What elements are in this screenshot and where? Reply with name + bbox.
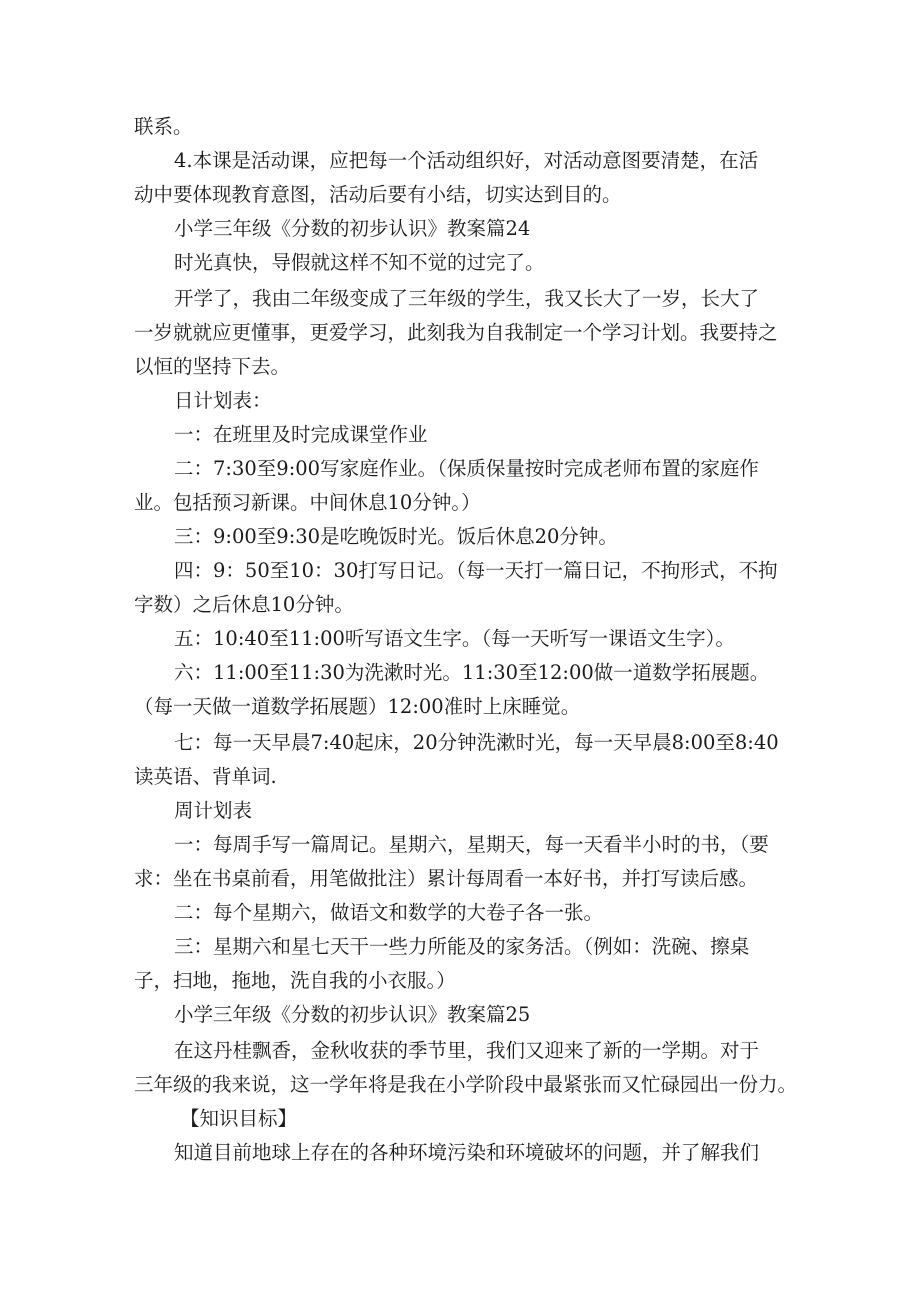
list-item: 四：9：50至10：30打写日记。（每一天打一篇日记，不拘形式，不拘 <box>174 559 778 582</box>
text-line: 开学了，我由二年级变成了三年级的学生，我又长大了一岁，长大了 <box>174 287 760 310</box>
section-heading: 小学三年级《分数的初步认识》教案篇25 <box>174 1003 531 1026</box>
list-item: 七：每一天早晨7:40起床，20分钟洗漱时光，每一天早晨8:00至8:40 <box>174 731 779 754</box>
list-item: 五：10:40至11:00听写语文生字。（每一天听写一课语文生字）。 <box>174 627 735 650</box>
subheading: 日计划表： <box>174 389 272 412</box>
text-line: 4.本课是活动课，应把每一个活动组织好，对活动意图要清楚，在活 <box>174 149 759 172</box>
text-line: 三年级的我来说，这一学年将是我在小学阶段中最紧张而又忙碌园出一份力。 <box>134 1073 798 1096</box>
subheading: 【知识目标】 <box>180 1107 298 1130</box>
text-line: 以恒的坚持下去。 <box>134 355 291 378</box>
text-line: 业。包括预习新课。中间休息10分钟。） <box>134 491 481 514</box>
list-item: 六：11:00至11:30为洗漱时光。11:30至12:00做一道数学拓展题。 <box>174 661 770 684</box>
text-line: 知道目前地球上存在的各种环境污染和环境破坏的问题，并了解我们 <box>174 1141 760 1164</box>
section-heading: 小学三年级《分数的初步认识》教案篇24 <box>174 217 531 240</box>
list-item: 二：7:30至9:00写家庭作业。（保质保量按时完成老师布置的家庭作 <box>174 457 759 480</box>
text-line: 动中要体现教育意图，活动后要有小结，切实达到目的。 <box>134 183 622 206</box>
list-item: 一：在班里及时完成课堂作业 <box>174 423 428 446</box>
text-line: 一岁就就应更懂事，更爱学习，此刻我为自我制定一个学习计划。我要持之 <box>134 321 778 344</box>
list-item: 三：9:00至9:30是吃晚饭时光。饭后休息20分钟。 <box>174 525 618 548</box>
text-line: 读英语、背单词. <box>134 765 277 788</box>
text-line: 在这丹桂飘香，金秋收获的季节里，我们又迎来了新的一学期。对于 <box>174 1039 760 1062</box>
text-line: 求：坐在书桌前看，用笔做批注）累计每周看一本好书，并打写读后感。 <box>134 867 759 890</box>
text-line: （每一天做一道数学拓展题）12:00准时上床睡觉。 <box>134 695 581 718</box>
list-item: 一：每周手写一篇周记。星期六，星期天，每一天看半小时的书，（要 <box>174 833 769 856</box>
list-item: 二：每个星期六，做语文和数学的大卷子各一张。 <box>174 901 604 924</box>
text-line: 时光真快，导假就这样不知不觉的过完了。 <box>174 251 545 274</box>
subheading: 周计划表 <box>174 799 253 822</box>
text-line: 子，扫地，拖地，洗自我的小衣服。） <box>134 969 456 992</box>
text-line: 联系。 <box>134 115 193 138</box>
text-line: 字数）之后休息10分钟。 <box>134 593 354 616</box>
list-item: 三：星期六和星七天干一些力所能及的家务活。（例如：洗碗、擦桌 <box>174 935 750 958</box>
